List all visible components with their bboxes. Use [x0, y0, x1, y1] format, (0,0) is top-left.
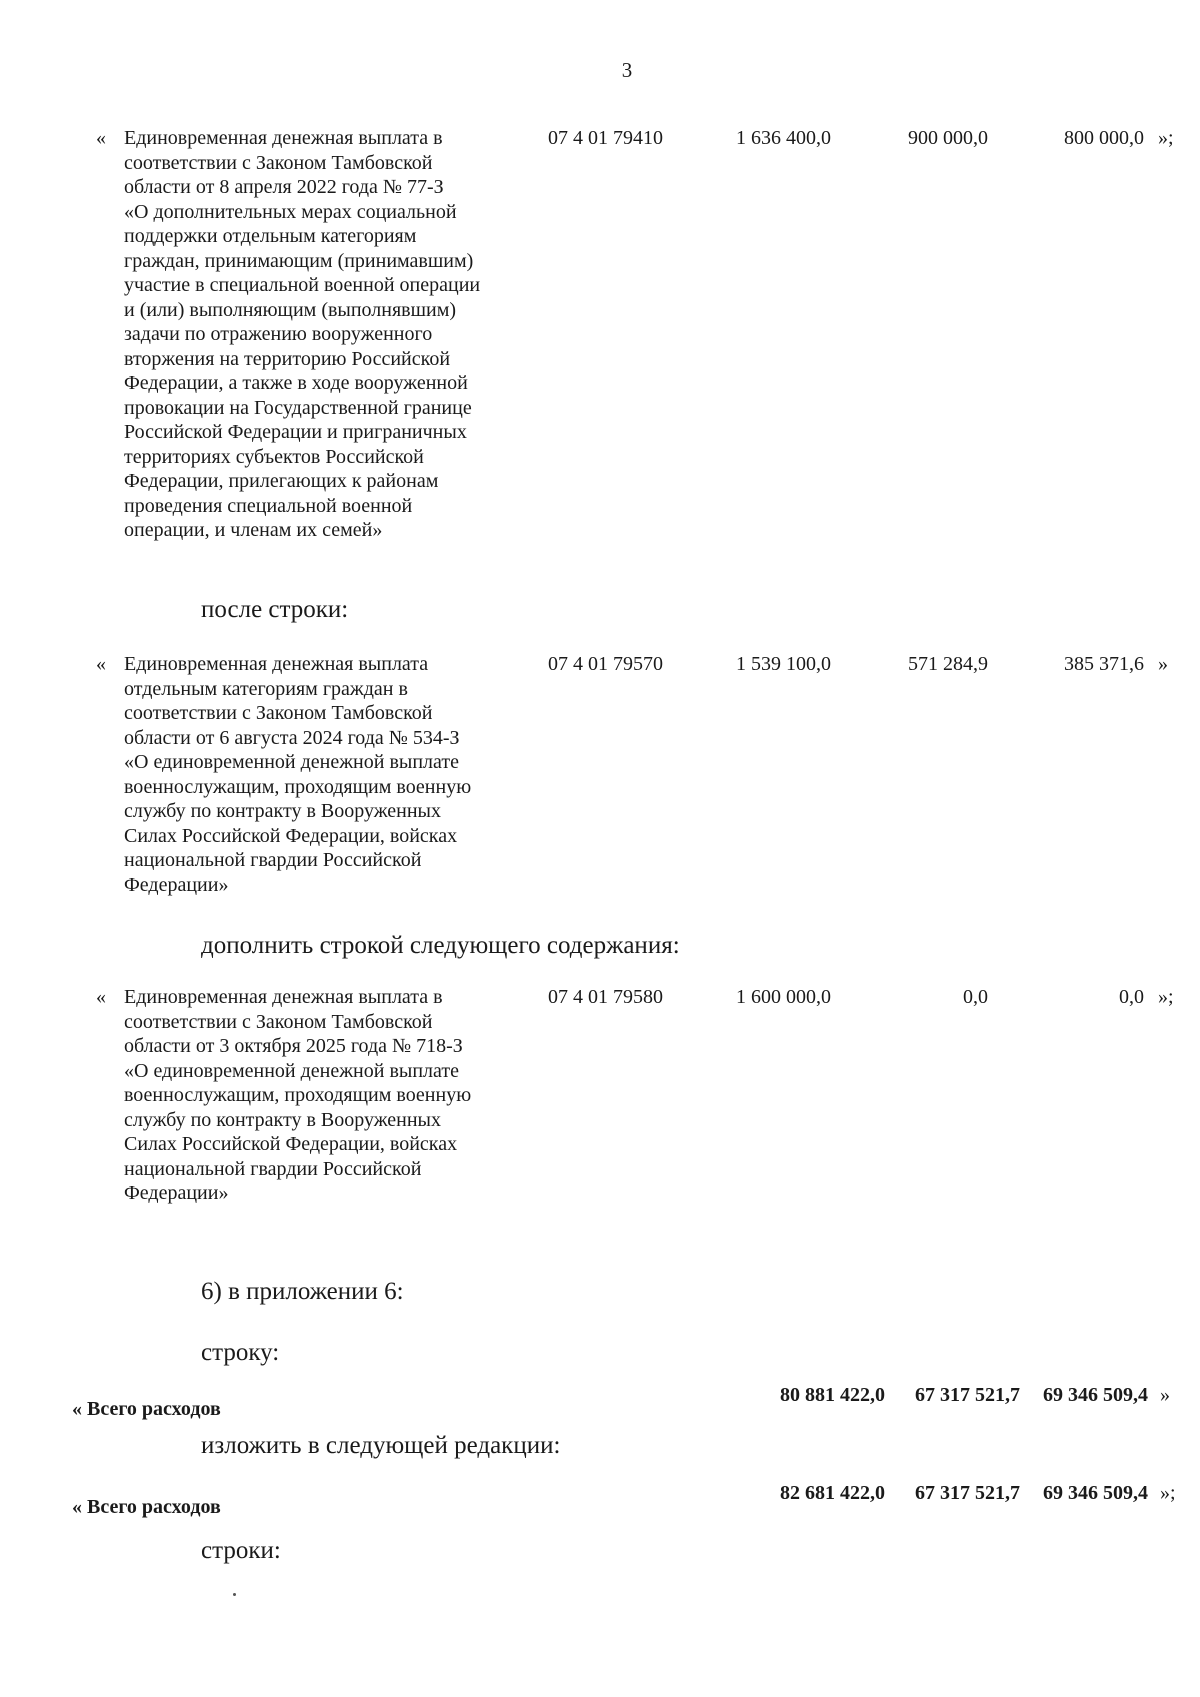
- description-line: задачи по отражению вооруженного: [124, 323, 433, 345]
- description-line: Федерации, прилегающих к районам: [124, 470, 439, 492]
- closing-quote: »: [1160, 1384, 1170, 1406]
- row-description: [124, 652, 524, 897]
- description-line: Федерации, а также в ходе вооруженной: [124, 372, 468, 394]
- description-line: соответствии с Законом Тамбовской: [124, 151, 433, 174]
- budget-code: 07 4 01 79410: [548, 127, 663, 149]
- opening-quote: «: [96, 127, 106, 149]
- closing-quote: »: [1158, 653, 1168, 675]
- instruction-rows: строки:: [201, 1537, 281, 1564]
- description-line: Силах Российской Федерации, войсках: [124, 824, 458, 847]
- description-line: и (или) выполняющим (выполнявшим): [124, 298, 457, 321]
- description-line: области от 6 августа 2024 года № 534-З: [124, 726, 460, 749]
- description-line: военнослужащим, проходящим военную: [124, 1084, 472, 1106]
- amount-year-2: 0,0: [963, 986, 988, 1008]
- total-value-3: 69 346 509,4: [1043, 1384, 1148, 1406]
- total-value-2: 67 317 521,7: [915, 1482, 1020, 1504]
- description-line: вторжения на территорию Российской: [124, 347, 451, 370]
- description-line: территориях субъектов Российской: [124, 445, 424, 468]
- description-line: операции, и членам их семей»: [124, 519, 383, 541]
- description-line: проведения специальной военной: [124, 494, 413, 517]
- total-value-1: 80 881 422,0: [780, 1384, 885, 1406]
- instruction-row: строку:: [201, 1339, 280, 1366]
- description-line: Единовременная денежная выплата: [124, 653, 429, 675]
- row-description: [124, 126, 524, 543]
- description-line: Силах Российской Федерации, войсках: [124, 1133, 458, 1155]
- row-description: [124, 985, 524, 1206]
- description-line: граждан, принимающим (принимавшим): [124, 249, 474, 272]
- instruction-after-row: после строки:: [201, 596, 349, 623]
- opening-quote: «: [96, 986, 106, 1008]
- description-line: участие в специальной военной операции: [124, 274, 481, 296]
- description-line: области от 3 октября 2025 года № 718-З: [124, 1035, 463, 1057]
- opening-quote: «: [96, 653, 106, 675]
- description-line: Единовременная денежная выплата в: [124, 127, 443, 149]
- description-line: области от 8 апреля 2022 года № 77-З: [124, 176, 444, 198]
- description-line: «О единовременной денежной выплате: [124, 1059, 459, 1082]
- description-line: службу по контракту в Вооруженных: [124, 800, 441, 822]
- amount-year-2: 900 000,0: [908, 127, 988, 149]
- description-line: Российской Федерации и приграничных: [124, 421, 467, 443]
- description-line: Федерации»: [124, 1182, 229, 1204]
- amount-year-1: 1 600 000,0: [736, 986, 831, 1008]
- instruction-appendix-6: 6) в приложении 6:: [201, 1278, 404, 1305]
- description-line: провокации на Государственной границе: [124, 396, 472, 419]
- budget-code: 07 4 01 79570: [548, 653, 663, 675]
- closing-quote: »;: [1158, 127, 1174, 149]
- budget-code: 07 4 01 79580: [548, 986, 663, 1008]
- description-line: национальной гвардии Российской: [124, 849, 422, 871]
- instruction-add-row: дополнить строкой следующего содержания:: [201, 932, 680, 959]
- description-line: соответствии с Законом Тамбовской: [124, 702, 433, 724]
- total-value-1: 82 681 422,0: [780, 1482, 885, 1504]
- amount-year-1: 1 539 100,0: [736, 653, 831, 675]
- total-label: « Всего расходов: [72, 1496, 221, 1518]
- total-value-2: 67 317 521,7: [915, 1384, 1020, 1406]
- instruction-restate: изложить в следующей редакции:: [201, 1432, 561, 1459]
- amount-year-3: 800 000,0: [1064, 127, 1144, 149]
- scan-speck: [233, 1593, 236, 1596]
- amount-year-3: 0,0: [1119, 986, 1144, 1008]
- description-line: военнослужащим, проходящим военную: [124, 775, 472, 798]
- amount-year-1: 1 636 400,0: [736, 127, 831, 149]
- description-line: «О единовременной денежной выплате: [124, 751, 459, 773]
- description-line: «О дополнительных мерах социальной: [124, 200, 457, 223]
- description-line: Единовременная денежная выплата в: [124, 986, 443, 1008]
- description-line: отдельным категориям граждан в: [124, 677, 408, 700]
- description-line: службу по контракту в Вооруженных: [124, 1108, 441, 1131]
- closing-quote: »;: [1160, 1482, 1176, 1504]
- total-label: « Всего расходов: [72, 1398, 221, 1420]
- page-number: 3: [621, 58, 633, 82]
- description-line: соответствии с Законом Тамбовской: [124, 1010, 433, 1033]
- closing-quote: »;: [1158, 986, 1174, 1008]
- amount-year-2: 571 284,9: [908, 653, 988, 675]
- total-value-3: 69 346 509,4: [1043, 1482, 1148, 1504]
- description-line: поддержки отдельным категориям: [124, 225, 417, 247]
- amount-year-3: 385 371,6: [1064, 653, 1144, 675]
- description-line: национальной гвардии Российской: [124, 1157, 422, 1180]
- description-line: Федерации»: [124, 873, 229, 896]
